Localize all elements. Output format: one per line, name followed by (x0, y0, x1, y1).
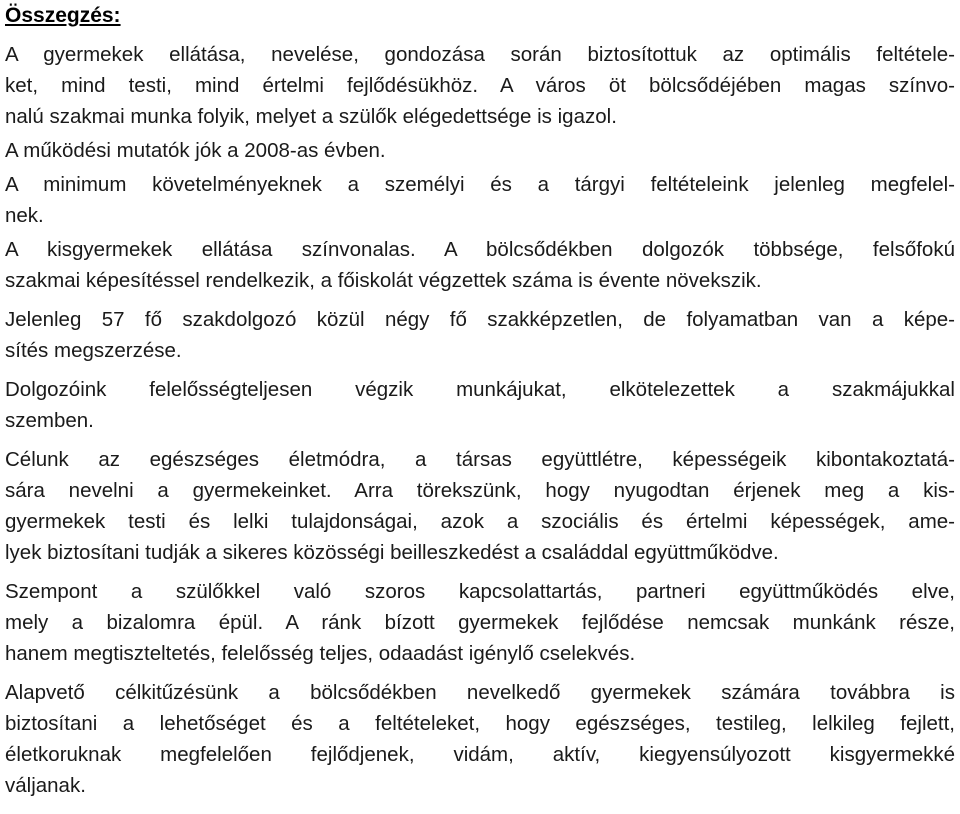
paragraph-6 (5, 374, 955, 436)
text-line: sítés megszerzése. (5, 339, 182, 362)
text-line: A működési mutatók jók a 2008-as évben. (5, 139, 386, 162)
paragraph-1 (5, 39, 955, 132)
text-line: életkoruknak megfelelően fejlődjenek, vidám, aktív, kiegyensúlyozott kisgyermekké (5, 743, 955, 766)
text-line: nek. (5, 204, 44, 227)
section-heading: Összegzés: (5, 4, 121, 27)
text-line: sára nevelni a gyermekeinket. Arra törekszünk, hogy nyugodtan érjenek meg a kis- (5, 479, 955, 502)
paragraph-9 (5, 677, 955, 801)
text-line: Dolgozóink felelősségteljesen végzik munkájukat, elkötelezettek a szakmájukkal (5, 378, 955, 401)
text-line: Szempont a szülőkkel való szoros kapcsolattartás, partneri együttműködés elve, (5, 580, 955, 603)
text-line: A kisgyermekek ellátása színvonalas. A bölcsődékben dolgozók többsége, felsőfokú (5, 238, 955, 261)
text-line: A minimum követelményeknek a személyi és a tárgyi feltételeink jelenleg megfelel- (5, 173, 955, 196)
paragraph-8 (5, 576, 955, 669)
text-line: hanem megtiszteltetés, felelősség teljes, odaadást igénylő cselekvés. (5, 642, 636, 665)
paragraph-7 (5, 444, 955, 568)
text-line: ket, mind testi, mind értelmi fejlődésükhöz. A város öt bölcsődéjében magas színvo- (5, 74, 955, 97)
paragraph-5 (5, 304, 955, 366)
paragraph-4 (5, 234, 955, 296)
paragraph-3 (5, 169, 955, 231)
text-line: szakmai képesítéssel rendelkezik, a főiskolát végzettek száma is évente növekszik. (5, 269, 762, 292)
text-line: nalú szakmai munka folyik, melyet a szülők elégedettsége is igazol. (5, 105, 617, 128)
text-line: Alapvető célkitűzésünk a bölcsődékben nevelkedő gyermekek számára továbbra is (5, 681, 955, 704)
text-line: mely a bizalomra épül. A ránk bízott gyermekek fejlődése nemcsak munkánk része, (5, 611, 955, 634)
text-line: lyek biztosítani tudják a sikeres közösségi beilleszkedést a családdal együttműködve. (5, 541, 779, 564)
text-line: gyermekek testi és lelki tulajdonságai, azok a szociális és értelmi képességek, ame- (5, 510, 955, 533)
text-line: biztosítani a lehetőséget és a feltételeket, hogy egészséges, testileg, lelkileg fejlett, (5, 712, 955, 735)
text-line: Célunk az egészséges életmódra, a társas együttlétre, képességeik kibontakoztatá- (5, 448, 955, 471)
text-line: A gyermekek ellátása, nevelése, gondozása során biztosítottuk az optimális feltétele- (5, 43, 955, 66)
text-line: Jelenleg 57 fő szakdolgozó közül négy fő szakképzetlen, de folyamatban van a képe- (5, 308, 955, 331)
paragraph-2 (5, 135, 955, 166)
text-line: váljanak. (5, 774, 86, 797)
text-line: szemben. (5, 409, 94, 432)
